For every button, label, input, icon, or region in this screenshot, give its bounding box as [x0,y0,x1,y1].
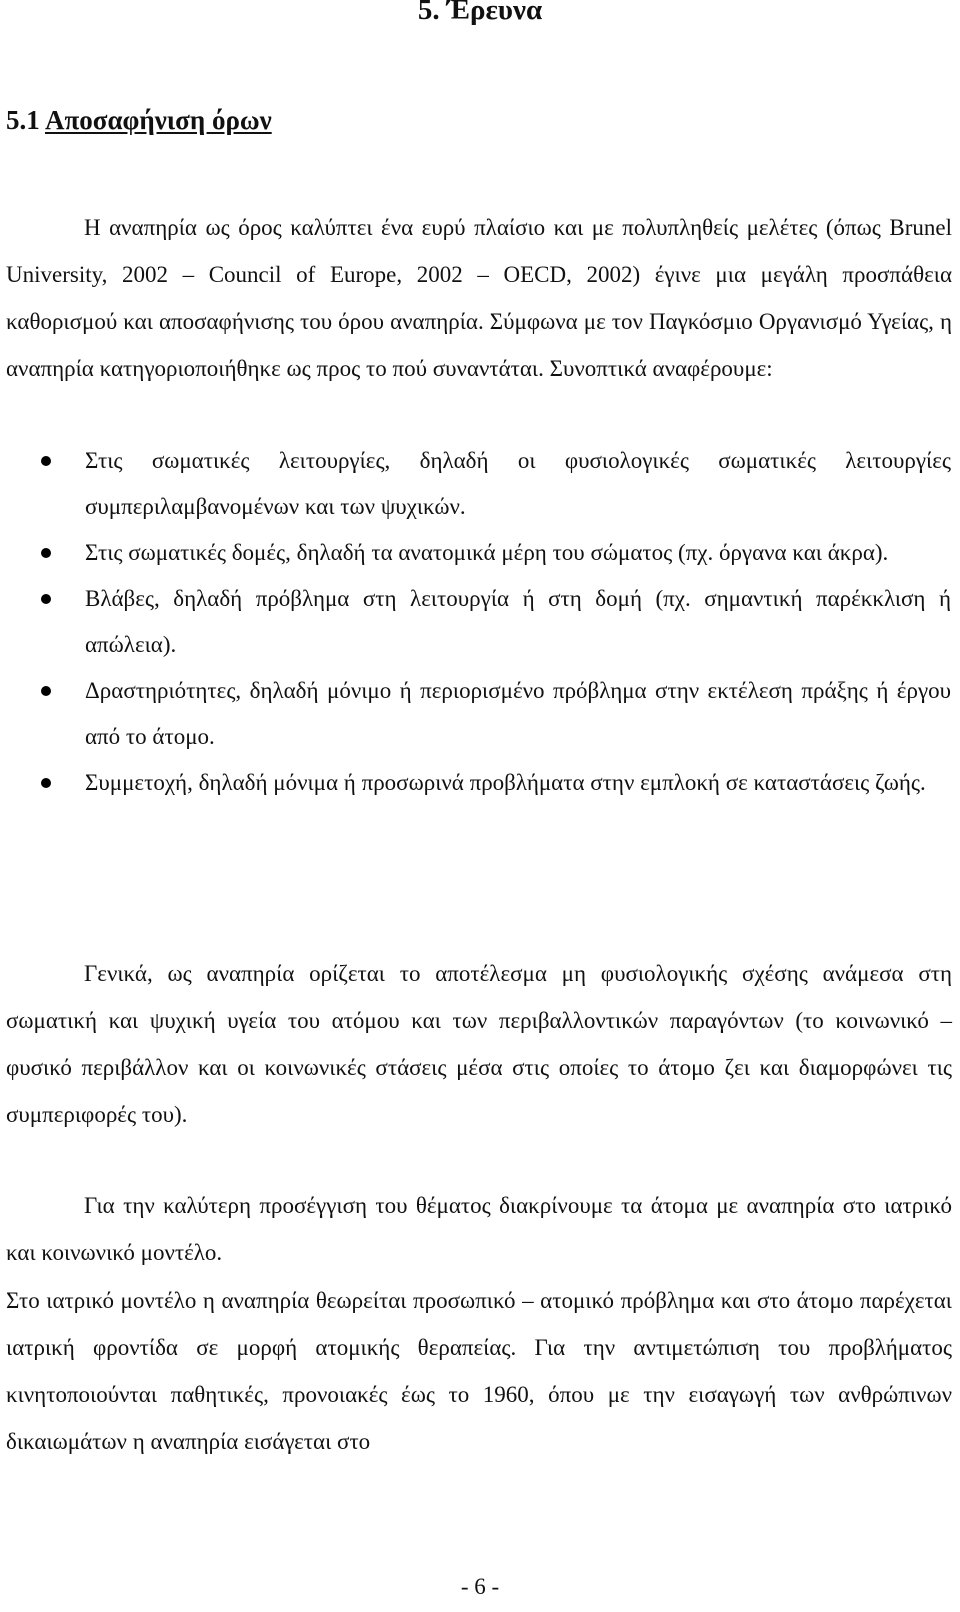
intro-paragraph: Η αναπηρία ως όρος καλύπτει ένα ευρύ πλαίσιο και με πολυπληθείς μελέτες (όπως Brunel University, 2002 – Council of Europe, 2002 – OECD, 2002) έγινε μια μεγάλη προσπάθεια καθορισμού και αποσαφήνισης του όρου αναπηρία. Σύμφωνα με τον Παγκόσμιο Οργανισμό Υγείας, η αναπηρία κατηγοριοποιήθηκε ως προς το πού συναντάται. Συνοπτικά αναφέρουμε: [6,215,952,381]
chapter-title: 5. Έρευνα [417,0,543,26]
list-item [85,668,951,760]
section-number: 5.1 [6,105,40,135]
bullet-icon [41,548,51,558]
list-item-text: Συμμετοχή, δηλαδή μόνιμα ή προσωρινά προβλήματα στην εμπλοκή σε καταστάσεις ζωής. [85,770,926,795]
list-item-text: Βλάβες, δηλαδή πρόβλημα στη λειτουργία ή στη δομή (πχ. σημαντική παρέκκλιση ή απώλεια). [85,586,951,657]
list-item-text: Στις σωματικές λειτουργίες, δηλαδή οι φυσιολογικές σωματικές λειτουργίες συμπεριλαμβανομένων και των ψυχικών. [85,448,951,519]
bullet-icon [41,456,51,466]
list-item-text: Στις σωματικές δομές, δηλαδή τα ανατομικά μέρη του σώματος (πχ. όργανα και άκρα). [85,540,889,565]
list-item [85,438,951,530]
page-number: - 6 - [460,1574,500,1599]
list-item [85,530,951,576]
bullet-icon [41,686,51,696]
list-item [85,760,951,806]
medical-model-paragraph: Στο ιατρικό μοντέλο η αναπηρία θεωρείται προσωπικό – ατομικό πρόβλημα και στο άτομο παρέχεται ιατρική φροντίδα σε μορφή ατομικής θεραπείας. Για την αντιμετώπιση του προβλήματος κινητοποιούνται παθητικές, προνοιακές έως το 1960, όπου με την εισαγωγή των ανθρώπινων δικαιωμάτων η αναπηρία εισάγεται στο [6,1288,952,1454]
section-heading [6,100,272,140]
section-title: Αποσαφήνιση όρων [45,105,272,135]
bullet-icon [41,778,51,788]
bullet-icon [41,594,51,604]
list-item-text: Δραστηριότητες, δηλαδή μόνιμο ή περιορισμένο πρόβλημα στην εκτέλεση πράξης ή έργου από το άτομο. [85,678,951,749]
approach-paragraph: Για την καλύτερη προσέγγιση του θέματος διακρίνουμε τα άτομα με αναπηρία στο ιατρικό και κοινωνικό μοντέλο. [6,1193,952,1265]
bullet-list [85,438,951,806]
general-paragraph: Γενικά, ως αναπηρία ορίζεται το αποτέλεσμα μη φυσιολογικής σχέσης ανάμεσα στη σωματική και ψυχική υγεία του ατόμου και των περιβαλλοντικών παραγόντων (το κοινωνικό – φυσικό περιβάλλον και οι κοινωνικές στάσεις μέσα στις οποίες το άτομο ζει και διαμορφώνει τις συμπεριφορές του). [6,961,952,1127]
list-item [85,576,951,668]
